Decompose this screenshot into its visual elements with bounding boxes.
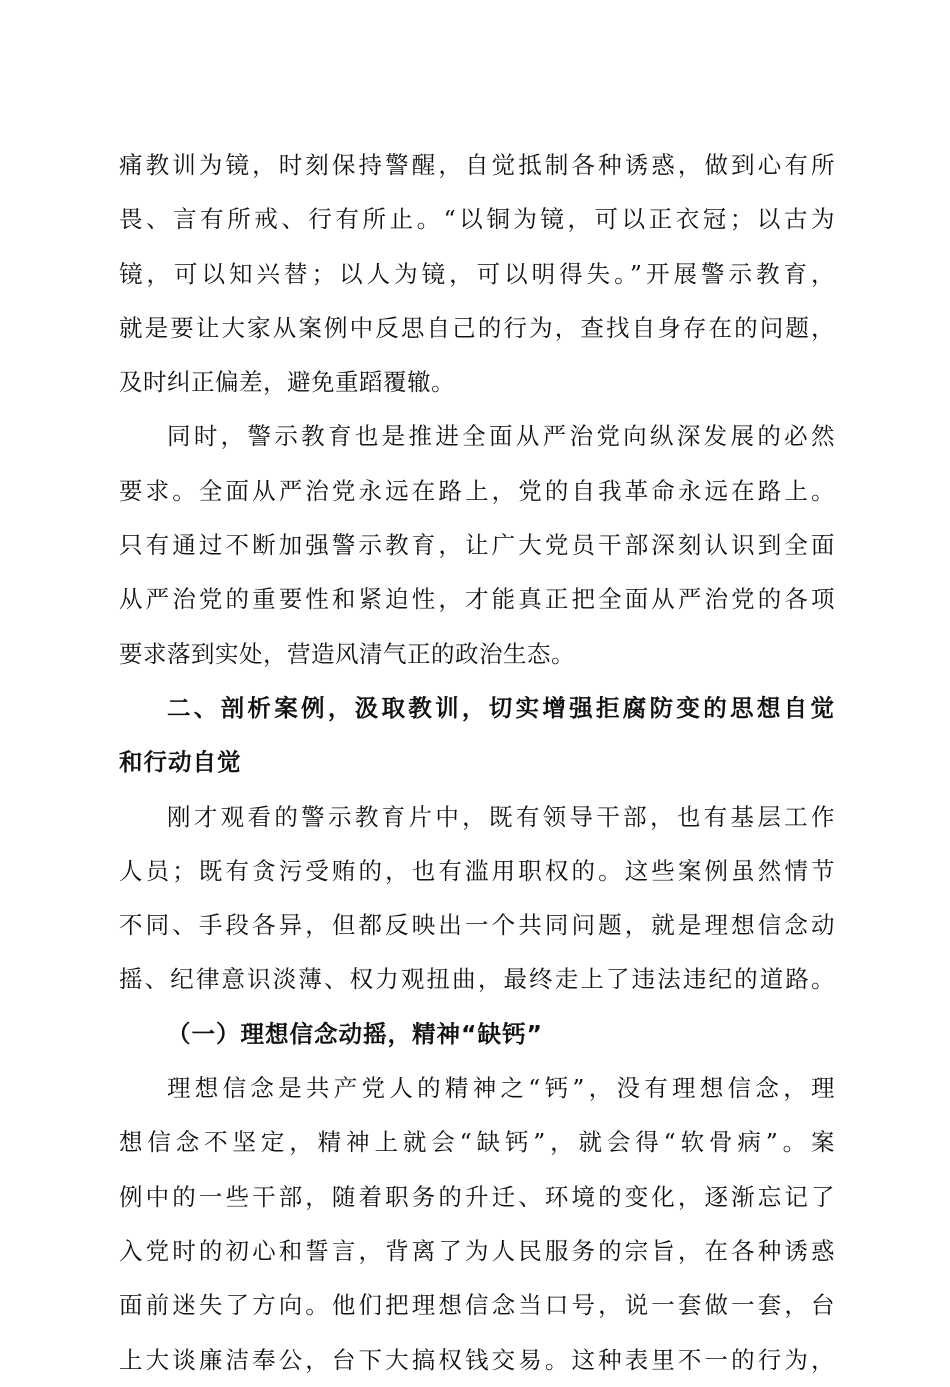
text-line: 要求落到实处，营造风清气正的政治生态。 bbox=[119, 639, 575, 668]
text-line: 入党时的初心和誓言，背离了为人民服务的宗旨，在各种诱惑 bbox=[119, 1236, 835, 1265]
text-line: 摇、纪律意识淡薄、权力观扭曲，最终走上了违法违纪的道路。 bbox=[119, 965, 835, 994]
text-line: 痛教训为镜，时刻保持警醒，自觉抵制各种诱惑，做到心有所 bbox=[119, 151, 835, 179]
subsection-heading bbox=[119, 1007, 835, 1061]
heading-line: 二、剖析案例，汲取教训，切实增强拒腐防变的思想自觉 bbox=[167, 693, 835, 722]
paragraph bbox=[119, 1061, 835, 1387]
paragraph-continuation bbox=[119, 138, 835, 409]
text-line: 例中的一些干部，随着职务的升迁、环境的变化，逐渐忘记了 bbox=[119, 1182, 835, 1211]
text-line: 从严治党的重要性和紧迫性，才能真正把全面从严治党的各项 bbox=[119, 585, 835, 614]
text-line: 刚才观看的警示教育片中，既有领导干部，也有基层工作 bbox=[167, 802, 835, 831]
text-line: 只有通过不断加强警示教育，让广大党员干部深刻认识到全面 bbox=[119, 531, 835, 560]
heading-line: 和行动自觉 bbox=[119, 748, 242, 777]
text-line: 人员；既有贪污受贿的，也有滥用职权的。这些案例虽然情节 bbox=[119, 856, 835, 885]
text-line: 就是要让大家从案例中反思自己的行为，查找自身存在的问题， bbox=[119, 313, 835, 342]
text-line: 面前迷失了方向。他们把理想信念当口号，说一套做一套，台 bbox=[119, 1291, 835, 1320]
text-line: 镜，可以知兴替；以人为镜，可以明得失。”开展警示教育， bbox=[119, 259, 835, 288]
paragraph bbox=[119, 790, 835, 1007]
text-line: 要求。全面从严治党永远在路上，党的自我革命永远在路上。 bbox=[119, 476, 835, 505]
text-line: 想信念不坚定，精神上就会“缺钙”，就会得“软骨病”。案 bbox=[119, 1128, 835, 1157]
text-line: 同时，警示教育也是推进全面从严治党向纵深发展的必然 bbox=[167, 422, 835, 451]
document-body bbox=[119, 138, 835, 1387]
text-line: 理想信念是共产党人的精神之“钙”，没有理想信念，理 bbox=[167, 1074, 835, 1103]
section-heading bbox=[119, 681, 835, 790]
subheading-line: （一）理想信念动摇，精神“缺钙” bbox=[167, 1019, 543, 1048]
text-line: 及时纠正偏差，避免重蹈覆辙。 bbox=[119, 368, 455, 397]
paragraph bbox=[119, 409, 835, 680]
text-line: 上大谈廉洁奉公，台下大搞权钱交易。这种表里不一的行为， bbox=[119, 1345, 835, 1374]
text-line: 不同、手段各异，但都反映出一个共同问题，就是理想信念动 bbox=[119, 911, 835, 940]
text-line: 畏、言有所戒、行有所止。“以铜为镜，可以正衣冠；以古为 bbox=[119, 205, 835, 234]
